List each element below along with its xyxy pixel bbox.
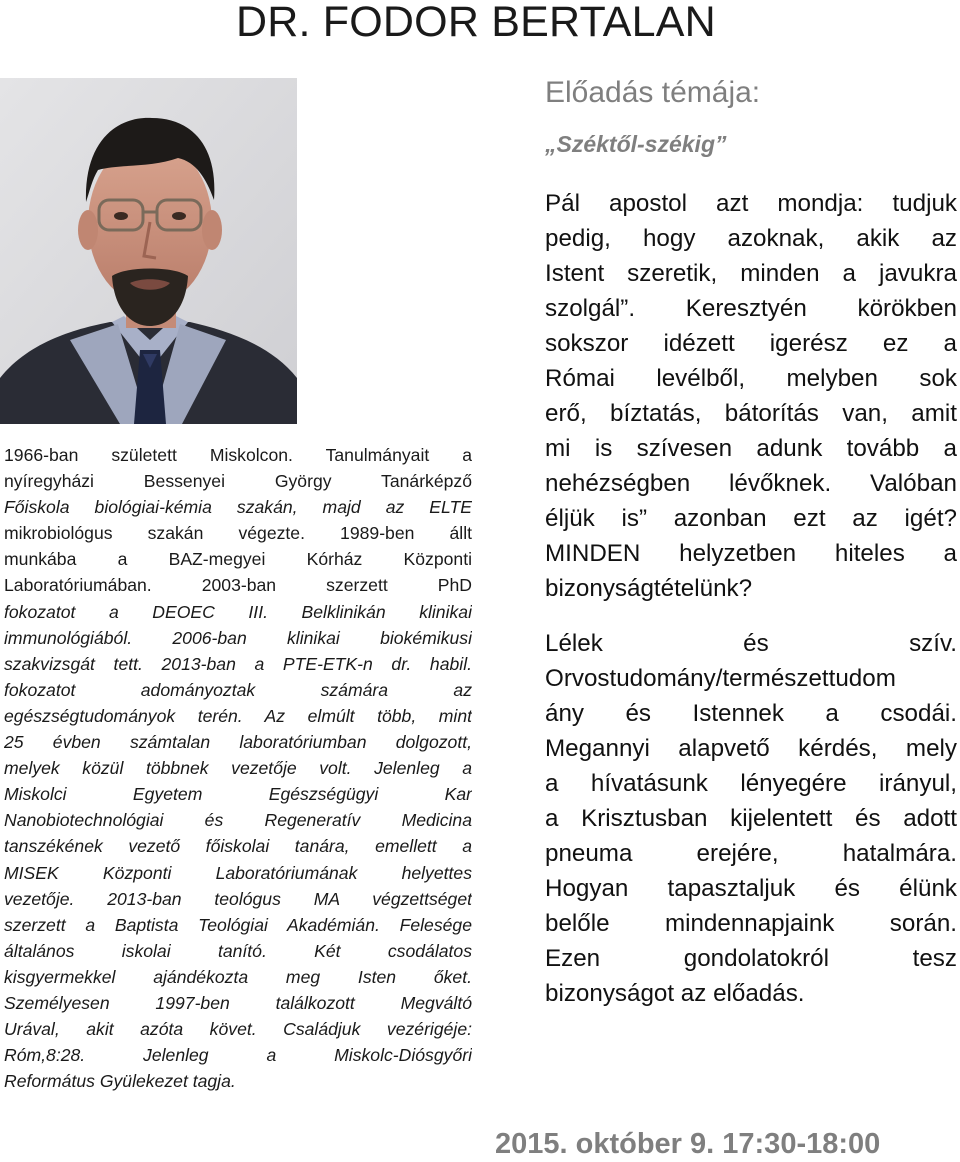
bio-line: tanszékének vezető főiskolai tanára, emellett a — [4, 836, 472, 857]
bio-line: immunológiából. 2006-ban klinikai biokémikusi — [4, 627, 472, 648]
event-date: 2015. október 9. 17:30-18:00 — [495, 1128, 881, 1160]
speaker-portrait — [0, 78, 297, 424]
abstract-line: bizonyságtételünk? — [545, 575, 753, 602]
topic-title: „Széktől-székig” — [545, 131, 727, 157]
bio-line: 1966-ban született Miskolcon. Tanulmányait a — [4, 445, 472, 465]
bio-line: Laboratóriumában. 2003-ban szerzett PhD — [4, 575, 472, 596]
speaker-name: DR. FODOR BERTALAN — [236, 0, 716, 46]
bio-line: melyek közül többnek vezetője volt. Jelenleg a — [4, 758, 472, 779]
abstract-line: Pál apostol azt mondja: tudjuk — [545, 190, 957, 217]
abstract-line: szolgál”. Keresztyén körökben — [545, 295, 957, 322]
abstract-line: Lélek és szív. — [545, 630, 957, 657]
bio-line: Róm,8:28. Jelenleg a Miskolc-Diósgyőri — [4, 1045, 472, 1066]
bio-line: 25 évben számtalan laboratóriumban dolgozott, — [4, 732, 472, 753]
bio-line: szerzett a Baptista Teológiai Akadémián. Felesége — [4, 914, 472, 935]
biography — [4, 442, 472, 1094]
abstract — [545, 186, 957, 1011]
bio-line: általános iskolai tanító. Két csodálatos — [4, 940, 472, 961]
abstract-line: Ezen gondolatokról tesz — [545, 945, 957, 972]
bio-line: Miskolci Egyetem Egészségügyi Kar — [4, 784, 472, 805]
abstract-line: ány és Istennek a csodái. — [545, 700, 957, 727]
bio-line: mikrobiológus szakán végezte. 1989-ben állt — [4, 523, 472, 544]
bio-line: Református Gyülekezet tagja. — [4, 1071, 236, 1092]
abstract-line: Orvostudomány/természettudom — [545, 665, 896, 692]
abstract-line: MINDEN helyzetben hiteles a — [545, 540, 957, 567]
bio-line: vezetője. 2013-ban teológus MA végzettséget — [4, 888, 472, 909]
abstract-line: Hogyan tapasztaljuk és élünk — [545, 875, 957, 902]
abstract-line: pneuma erejére, hatalmára. — [545, 840, 957, 867]
bio-line: fokozatot a DEOEC III. Belklinikán klinikai — [4, 601, 472, 622]
abstract-line: pedig, hogy azoknak, akik az — [545, 225, 957, 252]
abstract-line: Istent szeretik, minden a javukra — [545, 260, 957, 287]
abstract-line: nehézségben lévőknek. Valóban — [545, 470, 957, 497]
bio-line: kisgyermekkel ajándékozta meg Isten őket. — [4, 966, 472, 987]
abstract-line: sokszor idézett igerész ez a — [545, 330, 957, 357]
abstract-line: Római levélből, melyben sok — [545, 365, 957, 392]
abstract-line: a hívatásunk lényegére irányul, — [545, 770, 957, 797]
abstract-line: Megannyi alapvető kérdés, mely — [545, 735, 957, 762]
abstract-line: mi is szívesen adunk tovább a — [545, 435, 957, 462]
abstract-line: erő, bíztatás, bátorítás van, amit — [545, 400, 957, 427]
bio-line: Nanobiotechnológiai és Regeneratív Medicina — [4, 810, 472, 831]
abstract-line: a Krisztusban kijelentett és adott — [545, 805, 957, 832]
bio-line: egészségtudományok terén. Az elmúlt több, mint — [4, 705, 472, 726]
bio-line: Főiskola biológiai-kémia szakán, majd az ELTE — [4, 497, 472, 518]
bio-line: fokozatot adományoztak számára az — [4, 679, 472, 700]
topic-label: Előadás témája: — [545, 76, 761, 109]
bio-line: MISEK Központi Laboratóriumának helyettes — [4, 862, 472, 883]
bio-line: munkába a BAZ-megyei Kórház Központi — [4, 549, 472, 570]
bio-line: nyíregyházi Bessenyei György Tanárképző — [4, 471, 472, 492]
abstract-line: bizonyságot az előadás. — [545, 980, 805, 1007]
abstract-line: éljük is” azonban ezt az igét? — [545, 505, 957, 532]
abstract-line: belőle mindennapjaink során. — [545, 910, 957, 937]
paragraph-gap — [545, 606, 957, 626]
bio-line: szakvizsgát tett. 2013-ban a PTE-ETK-n dr. habil. — [4, 653, 472, 674]
portrait-image — [0, 78, 297, 424]
bio-line: Urával, akit azóta követ. Családjuk vezérigéje: — [4, 1019, 472, 1040]
bio-line: Személyesen 1997-ben találkozott Megváltó — [4, 992, 472, 1013]
